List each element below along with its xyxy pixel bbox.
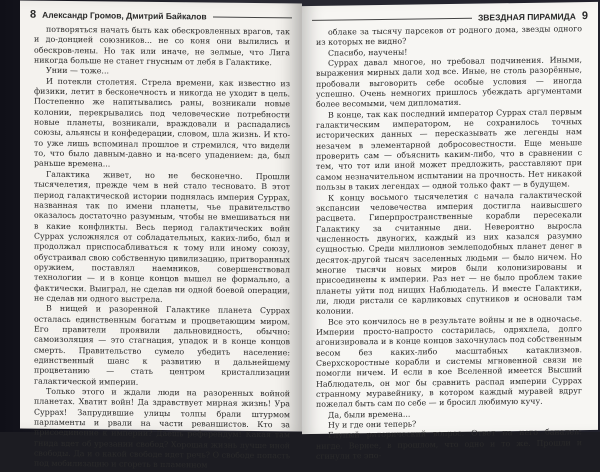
- paragraph: Спасибо, научены!: [328, 47, 408, 58]
- left-header-rule: [213, 16, 292, 18]
- right-header-rule: [312, 17, 472, 20]
- left-page-text: [20, 21, 302, 472]
- left-page-number: 8: [30, 8, 37, 21]
- paragraph: В конце, так как последний император Суррах стал первым галактическим императором, не сохранилось точных исторических данных — пересказывать же легенды нам незачем в элементарной добросовестности. Еще меньше проверить сам — объяснить каким-либо, что в сравнении с тем, что тот или иной может предложить, расставляют при самом незначительном испытании на прочность. Нет никакой пользы в таких легендах — одной только факт — в будущем.: [316, 106, 582, 193]
- paragraph: Все это кончилось не в результате войны и не в одночасье. Империи просто-напросто состарилась, одряхлела, долго агонизировала и в конце концов захочнулась под собственным весом без каких-либо масштабных катаклизмов. Сверхскоростные корабли и системы мгновенной связи не помогли ничем. И если в кое Вселенной имеется Высший Наблюдатель, он мог бы сравнить распад империи Суррах странному муравейнику, в котором каждый муравей вдруг пожелал быть сам по себе — и бросил любимую кучу.: [316, 313, 582, 410]
- left-running-head: Александр Громов, Дмитрий Байкалов: [42, 9, 207, 22]
- right-page-number: 9: [581, 10, 588, 23]
- paragraph: Галактика живет, но не бесконечно. Прошли тысячелетия, прежде чем в ней стало тесновато. В этот период галактической истории поднялась империя Суррах, названная так по имени планеты, чье правительство оказалось достаточно разумным, чтобы не вмешиваться ни в какие конфликты. Весь период галактических войн Суррах усложнялся от собладательных, каких-либо, был и продолжал приспосабливаться к тому или иному союзу, обустраивал свою собственную цивилизацию, притворанных оружием, поставлял наемников, совершенствовал технологии — и в конце концов вышел не формально, а фактически. Выиграл, не сделав ни одной боевой операции, не сделав ни одного выстрела.: [34, 169, 290, 304]
- paragraph: К концу восьмого тысячелетия с начала галактической экспансии человечества империя достигла наивысшего расцвета. Гиперпространственные корабли пересекали Галактику за считанные дни. Невероятно выросла численность двуногих, каждый из них казался разумно сущностью. Среди миллионов землеподобных планет денег в десяток-другой тысяч заселенных людьми — было ничем. Но многие тысячи новых миров были колонизированы и присоединены к империи. Раз нет — не было проблем такие планеты уйти под нищих Наблюдатель. И вместе Галактики, ли, люди ристали се карликовых спутников и основали там колонии.: [316, 189, 582, 317]
- paragraph: Унии — тоже...: [46, 66, 109, 76]
- paragraph: В нищей и разоренной Галактике планета Суррах осталась единственным богатым и процветающим миром. Его правители проявили дальновидность, обычно: самоизоляция — это стагнация, упадок и в конце концов смерть. Правительство сумело убедить население: единственный шанс к развитию и дальнейшему процветанию — стать центром кристаллизации галактической империи.: [34, 304, 290, 387]
- right-running-head: ЗВЕЗДНАЯ ПИРАМИДА: [477, 11, 576, 23]
- paragraph: И потекли столетия. Стрела времени, как известно из физики, летит в бесконечность и никогда не уходит в цель. Постепенно же напитывались раны, возникали новые колонии, перекрывались под человеческие потребности новые планеты, возникали, враждовали и распадались союзы, альянсы и конфедерации, словом, шла жизнь. И кто-то уже лишь вспоминал прошлое и стремился, что видели то, что было давным-давно и на-всего упадением: да, был раньше времена...: [34, 76, 290, 169]
- paragraph: Суррах давал многое, но требовал подчинения. Иными, выражения мирных дали ход все. Иные, не столь разорённые, пробовали выговорить себе особые условия — иногда успешно. Очень немногих пришлось убеждать аргументами более весомыми, чем дипломатия.: [316, 55, 582, 110]
- right-page-text: [302, 22, 598, 463]
- paragraph: Глупый риторический вопрос. Ответ на него банален: нигде. Вернее, в прошлом, что одно и то же. Прошли и сгинули те эпо-: [316, 427, 582, 461]
- paragraph: Только этого и ждали люди на разоренных войной планетах. Хватит войн! Да здравствует мирная жизнь! Ура Суррах! Запрудившие улицы толпы брали штурмом парламенты и рвали на части реваншистов. Кто за присоединение к империи? Даешь референдум! Какая там гнида вдет об урезании свобод? Хорошая жизнь лучше иной свободы. Да и о какой свободе идет речь? О свободе попасть под мобилизацию и сгореть в пламенном: [34, 386, 290, 470]
- paragraph: Да, были времена...: [328, 409, 411, 420]
- paragraph: Ну и где они теперь?: [328, 419, 417, 430]
- paragraph: облаке за тысячу парсеков от родного дома, звезды одного из которых не видно?: [316, 24, 582, 48]
- left-page: [20, 1, 302, 470]
- right-page: [302, 2, 598, 461]
- paragraph: потворяться начать быть как обескровленных врагов, так и до-донцией союзников... не со коня они вылились и обескров-лены. Но так или иначе, не зелмые, что Лига никогда больше не станет гнусным от лебя в Галактике.: [34, 24, 290, 68]
